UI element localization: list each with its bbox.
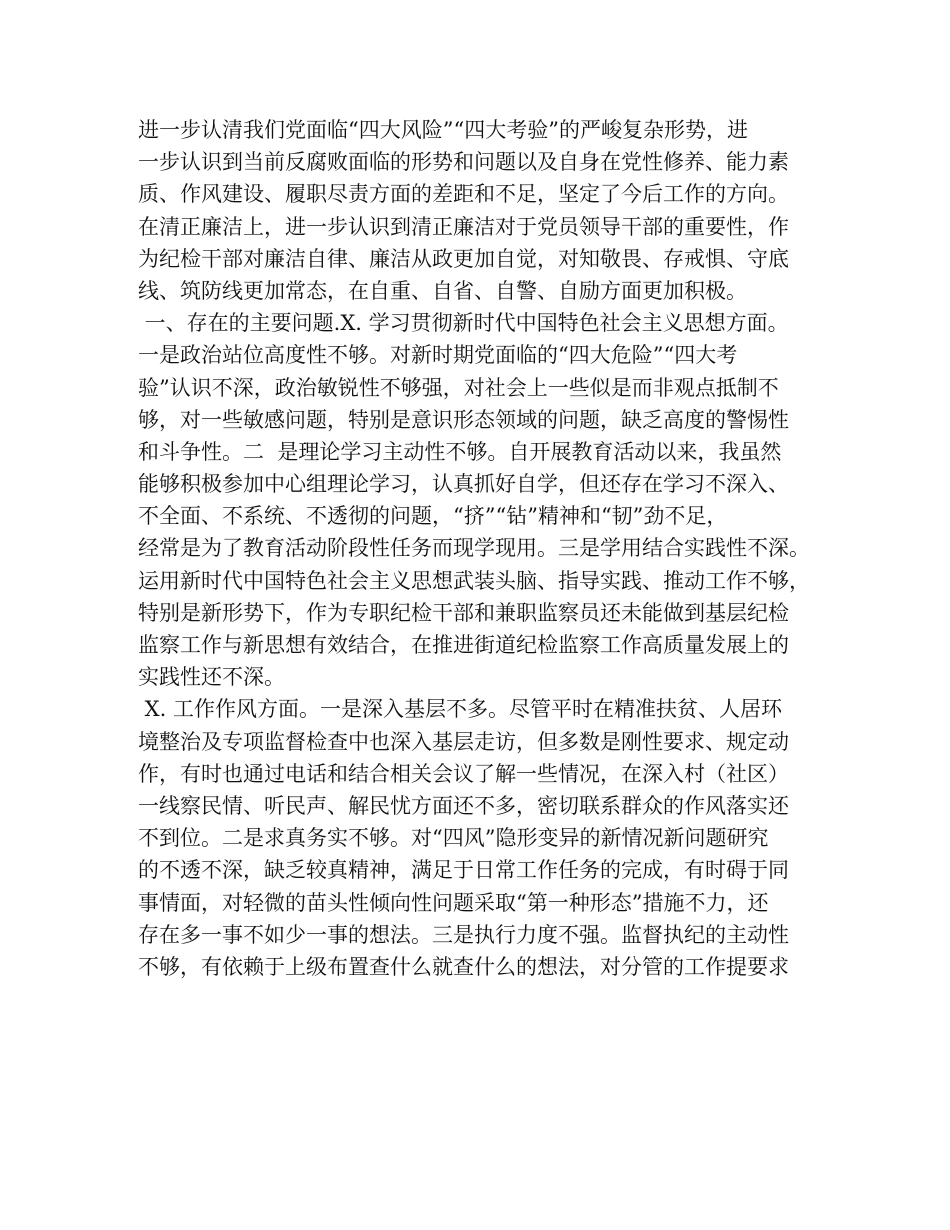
text-line: 特别是新形势下，作为专职纪检干部和兼职监察员还未能做到基层纪检 bbox=[138, 600, 789, 625]
text-line: 作，有时也通过电话和结合相关会议了解一些情况，在深入村（社区） bbox=[138, 761, 789, 786]
text-line: 不够，有依赖于上级布置查什么就查什么的想法，对分管的工作提要求 bbox=[138, 954, 789, 979]
section-heading-line: X. 工作作风方面。一是深入基层不多。尽管平时在精准扶贫、人居环 bbox=[138, 697, 782, 722]
text-line: 质、作风建设、履职尽责方面的差距和不足，坚定了今后工作的方向。 bbox=[138, 182, 789, 207]
text-line: 的不透不深，缺乏较真精神，满足于日常工作任务的完成，有时碍于同 bbox=[138, 858, 789, 883]
text-line: 实践性还不深。 bbox=[138, 665, 285, 690]
text-line: 能够积极参加中心组理论学习，认真抓好自学，但还存在学习不深入、 bbox=[138, 472, 789, 497]
text-line: 验”认识不深，政治敏锐性不够强，对社会上一些似是而非观点抵制不 bbox=[138, 375, 779, 400]
text-line: 运用新时代中国特色社会主义思想武装头脑、指导实践、推动工作不够， bbox=[138, 568, 810, 593]
text-line: 一步认识到当前反腐败面临的形势和问题以及自身在党性修养、能力素 bbox=[138, 150, 789, 175]
text-line: 境整治及专项监督检查中也深入基层走访，但多数是刚性要求、规定动 bbox=[138, 729, 789, 754]
section-heading-line: 一、存在的主要问题.X. 学习贯彻新时代中国特色社会主义思想方面。 bbox=[138, 311, 789, 336]
text-line: 监察工作与新思想有效结合，在推进街道纪检监察工作高质量发展上的 bbox=[138, 633, 789, 657]
text-line: 进一步认清我们党面临“四大风险”“四大考验”的严峻复杂形势，进 bbox=[138, 118, 748, 142]
text-line: 存在多一事不如少一事的想法。三是执行力度不强。监督执纪的主动性 bbox=[138, 922, 789, 947]
text-line: 够，对一些敏感问题，特别是意识形态领域的问题，缺乏高度的警惕性 bbox=[138, 407, 789, 432]
text-line: 不到位。二是求真务实不够。对“四风”隐形变异的新情况新问题研究 bbox=[138, 826, 769, 851]
text-line: 一线察民情、听民声、解民忧方面还不多，密切联系群众的作风落实还 bbox=[138, 793, 789, 818]
text-line: 不全面、不系统、不透彻的问题，“挤”“钻”精神和“韧”劲不足， bbox=[138, 504, 728, 529]
text-line: 在清正廉洁上，进一步认识到清正廉洁对于党员领导干部的重要性，作 bbox=[138, 214, 789, 239]
text-line: 事情面，对轻微的苗头性倾向性问题采取“第一种形态”措施不力，还 bbox=[138, 890, 769, 915]
text-line: 为纪检干部对廉洁自律、廉洁从政更加自觉，对知敬畏、存戒惧、守底 bbox=[138, 246, 789, 271]
body-text bbox=[138, 114, 828, 983]
text-line: 经常是为了教育活动阶段性任务而现学现用。三是学用结合实践性不深。 bbox=[138, 536, 810, 561]
text-line: 线、筑防线更加常态，在自重、自省、自警、自励方面更加积极。 bbox=[138, 278, 747, 303]
text-line: 和斗争性。二 是理论学习主动性不够。自开展教育活动以来，我虽然 bbox=[138, 439, 782, 464]
text-line: 一是政治站位高度性不够。对新时期党面临的“四大危险”“四大考 bbox=[138, 343, 738, 368]
